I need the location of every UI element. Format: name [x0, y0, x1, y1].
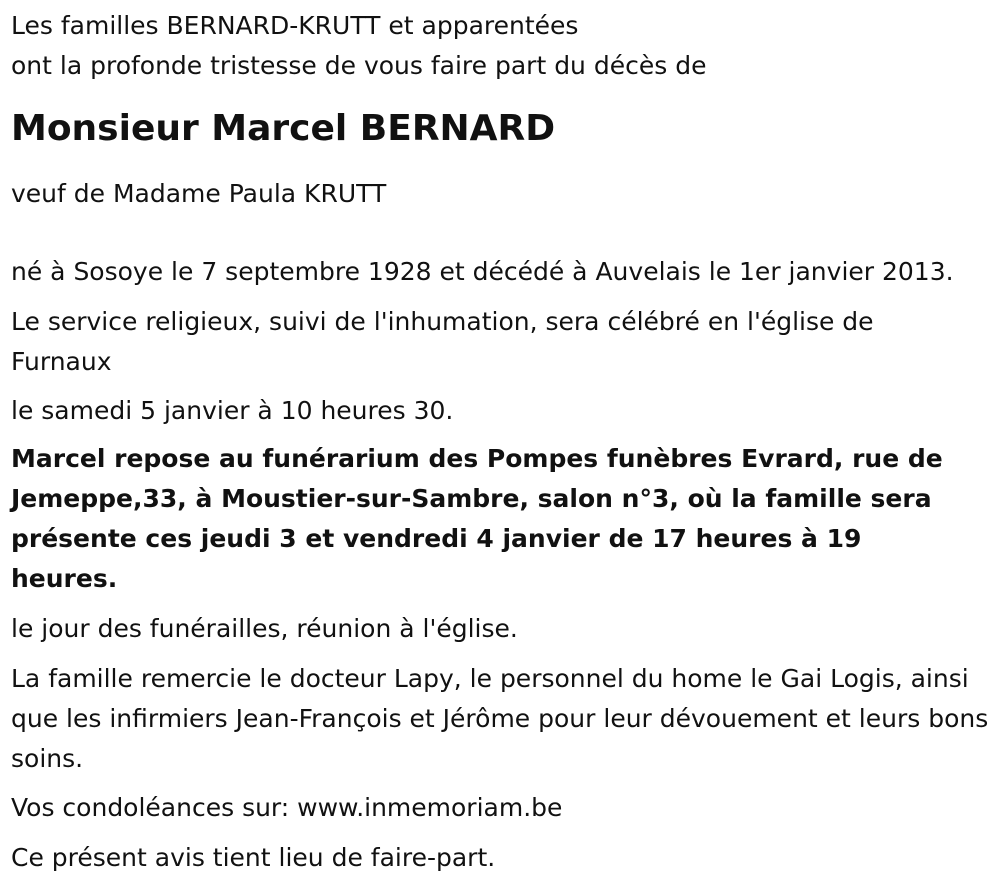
birth-death-line: né à Sosoye le 7 septembre 1928 et décédé à Auvelais le 1er janvier 2013. — [11, 257, 954, 286]
service-date: le samedi 5 janvier à 10 heures 30. — [11, 396, 454, 425]
condolences-line: Vos condoléances sur: www.inmemoriam.be — [11, 793, 563, 822]
widow-line: veuf de Madame Paula KRUTT — [11, 179, 387, 208]
service-paragraph: Le service religieux, suivi de l'inhumation, sera célébré en l'église de Furnaux — [11, 307, 874, 376]
visitation-paragraph: Marcel repose au funérarium des Pompes funèbres Evrard, rue de Jemeppe,33, à Moustier-sur-Sambre, salon n°3, où la famille sera présente ces jeudi 3 et vendredi 4 janvier de 17 heures à 19 heures. — [11, 444, 943, 593]
obituary-notice — [11, 6, 991, 878]
thanks-paragraph: La famille remercie le docteur Lapy, le personnel du home le Gai Logis, ainsi que les infirmiers Jean-François et Jérôme pour leur dévouement et leurs bons soins. — [11, 664, 989, 773]
notice-line: Ce présent avis tient lieu de faire-part. — [11, 843, 496, 872]
intro-line-1: Les familles BERNARD-KRUTT et apparentées — [11, 11, 579, 40]
intro-line-2: ont la profonde tristesse de vous faire part du décès de — [11, 51, 707, 80]
deceased-name: Monsieur Marcel BERNARD — [11, 108, 556, 149]
funeral-day-line: le jour des funérailles, réunion à l'église. — [11, 614, 518, 643]
